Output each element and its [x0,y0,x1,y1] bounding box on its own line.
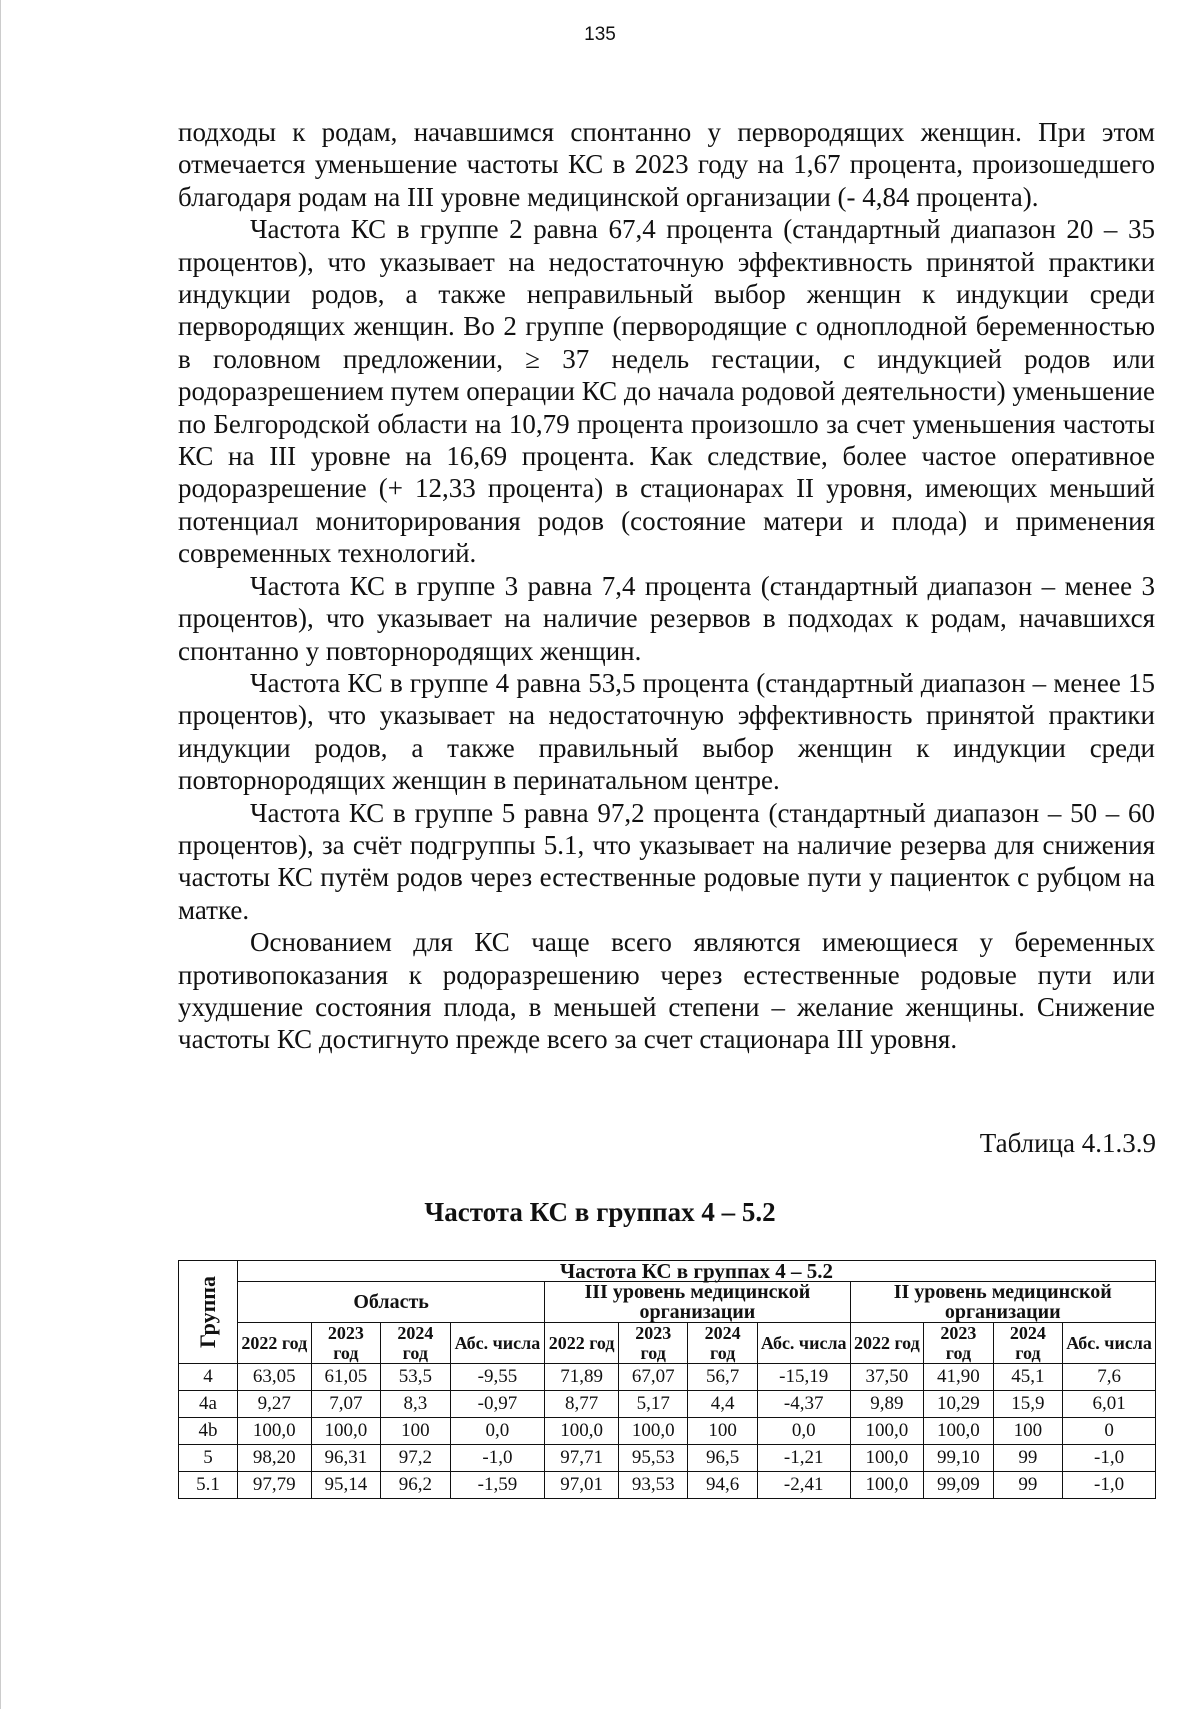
table-cell: -1,59 [450,1472,545,1499]
table-cell: 100,0 [924,1418,993,1445]
table-row [179,1391,1156,1418]
table-cell: 100,0 [311,1418,380,1445]
body-text [178,116,1155,1056]
table-cell: -1,21 [757,1445,850,1472]
table-cell: 100 [688,1418,757,1445]
table-cell: -4,37 [757,1391,850,1418]
table-cell: 9,89 [850,1391,924,1418]
paragraph: Частота КС в группе 2 равна 67,4 процента (стандартный диапазон 20 – 35 процентов), что указывает на недостаточную эффективность принятой практики индукции родов, а также неправильный выбор женщин к индукции среди первородящих женщин. Во 2 группе (первородящие с одноплодной беременностью в головном предложении, ≥ 37 недель гестации, с индукцией родов или родоразрешением путем операции КС до начала родовой деятельности) уменьшение по Белгородской области на 10,79 процента произошло за счет уменьшения частоты КС на III уровне на 16,69 процента. Как следствие, более частое оперативное родоразрешение (+ 12,33 процента) в стационарах II уровня, имеющих меньший потенциал мониторирования родов (состояние матери и плода) и применения современных технологий. [178,214,1155,569]
col-header-abs: Абс. числа [757,1323,850,1364]
table-cell: 97,2 [381,1445,450,1472]
col-header-2023: 2023 год [618,1323,687,1364]
table-cell: 100,0 [850,1418,924,1445]
table-cell: 95,53 [618,1445,687,1472]
table-cell: 0,0 [757,1418,850,1445]
table-cell: 67,07 [618,1364,687,1391]
table-cell: -9,55 [450,1364,545,1391]
table-cell: 99 [993,1445,1062,1472]
table-cell: 0 [1063,1418,1156,1445]
col-header-2022: 2022 год [545,1323,619,1364]
table-cell: 0,0 [450,1418,545,1445]
table-cell: -1,0 [1063,1445,1156,1472]
table-cell: -0,97 [450,1391,545,1418]
table-cell: 41,90 [924,1364,993,1391]
table-cell: 10,29 [924,1391,993,1418]
table-cell: 56,7 [688,1364,757,1391]
table-cell: 100,0 [850,1472,924,1499]
group-cell: 4b [179,1418,238,1445]
table-cell: -1,0 [450,1445,545,1472]
table-title: Частота КС в группах 4 – 5.2 [424,1197,776,1227]
table-cell: 93,53 [618,1472,687,1499]
col-header-2022: 2022 год [850,1323,924,1364]
table-cell: 97,79 [237,1472,311,1499]
page-edge [0,0,1,1709]
table-cell: 97,71 [545,1445,619,1472]
group-cell: 4 [179,1364,238,1391]
col-header-2024: 2024 год [381,1323,450,1364]
table-cell: 99,10 [924,1445,993,1472]
col-header-2023: 2023 год [924,1323,993,1364]
table-cell: 71,89 [545,1364,619,1391]
table-cell: 100 [381,1418,450,1445]
group-cell: 4a [179,1391,238,1418]
table-row [179,1418,1156,1445]
table-cell: 97,01 [545,1472,619,1499]
table-cell: 96,2 [381,1472,450,1499]
table-cell: 45,1 [993,1364,1062,1391]
col-header-2024: 2024 год [688,1323,757,1364]
group-header: Группа [194,1276,220,1348]
table-cell: 37,50 [850,1364,924,1391]
table-cell: 63,05 [237,1364,311,1391]
table-cell: 9,27 [237,1391,311,1418]
col-header-abs: Абс. числа [450,1323,545,1364]
table-cell: 99,09 [924,1472,993,1499]
page-number: 135 [584,24,616,45]
table-cell: 8,3 [381,1391,450,1418]
group-cell: 5 [179,1445,238,1472]
main-header: Частота КС в группах 4 – 5.2 [237,1261,1155,1282]
col-header-abs: Абс. числа [1063,1323,1156,1364]
table-cell: 5,17 [618,1391,687,1418]
paragraph: Частота КС в группе 3 равна 7,4 процента (стандартный диапазон – менее 3 процентов), что указывает на наличие резервов в подходах к родам, начавшихся спонтанно у повторнородящих женщин. [178,570,1155,666]
cs-frequency-table [178,1260,1156,1499]
table-body [179,1364,1156,1499]
paragraph: Частота КС в группе 5 равна 97,2 процента (стандартный диапазон – 50 – 60 процентов), за счёт подгруппы 5.1, что указывает на наличие резерва для снижения частоты КС путём родов через естественные родовые пути у пациенток с рубцом на матке. [178,797,1155,925]
section-header-level-3: III уровень медицинской организации [545,1282,850,1323]
section-header-region: Область [237,1282,544,1323]
table-cell: 99 [993,1472,1062,1499]
table-cell: 7,07 [311,1391,380,1418]
table-cell: 8,77 [545,1391,619,1418]
table-cell: 100,0 [237,1418,311,1445]
paragraph: Частота КС в группе 4 равна 53,5 процента (стандартный диапазон – менее 15 процентов), что указывает на недостаточную эффективность принятой практики индукции родов, а также правильный выбор женщин к индукции среди повторнородящих женщин в перинатальном центре. [178,667,1155,796]
table-cell: 7,6 [1063,1364,1156,1391]
table-cell: 96,5 [688,1445,757,1472]
table-cell: 95,14 [311,1472,380,1499]
table-row [179,1472,1156,1499]
col-header-2024: 2024 год [993,1323,1062,1364]
table-cell: 6,01 [1063,1391,1156,1418]
table-caption: Таблица 4.1.3.9 [979,1128,1156,1158]
table-cell: 98,20 [237,1445,311,1472]
table-cell: 4,4 [688,1391,757,1418]
section-header-level-2: II уровень медицинской организации [850,1282,1155,1323]
table-cell: 100,0 [618,1418,687,1445]
table-cell: -15,19 [757,1364,850,1391]
table-cell: -2,41 [757,1472,850,1499]
table-cell: 100 [993,1418,1062,1445]
table-cell: 15,9 [993,1391,1062,1418]
paragraph: Основанием для КС чаще всего являются имеющиеся у беременных противопоказания к родоразрешению через естественные родовые пути или ухудшение состояния плода, в меньшей степени – желание женщины. Снижение частоты КС достигнуто прежде всего за счет стационара III уровня. [178,927,1155,1055]
group-header-cell [179,1261,238,1364]
table-row [179,1364,1156,1391]
col-header-2023: 2023 год [311,1323,380,1364]
paragraph: подходы к родам, начавшимся спонтанно у первородящих женщин. При этом отмечается уменьшение частоты КС в 2023 году на 1,67 процента, произошедшего благодаря родам на III уровне медицинской организации (- 4,84 процента). [178,117,1155,212]
table-row [179,1445,1156,1472]
col-header-2022: 2022 год [237,1323,311,1364]
table-cell: 94,6 [688,1472,757,1499]
table-cell: -1,0 [1063,1472,1156,1499]
group-cell: 5.1 [179,1472,238,1499]
table-cell: 96,31 [311,1445,380,1472]
table-cell: 100,0 [545,1418,619,1445]
table-cell: 53,5 [381,1364,450,1391]
table-cell: 100,0 [850,1445,924,1472]
table-cell: 61,05 [311,1364,380,1391]
